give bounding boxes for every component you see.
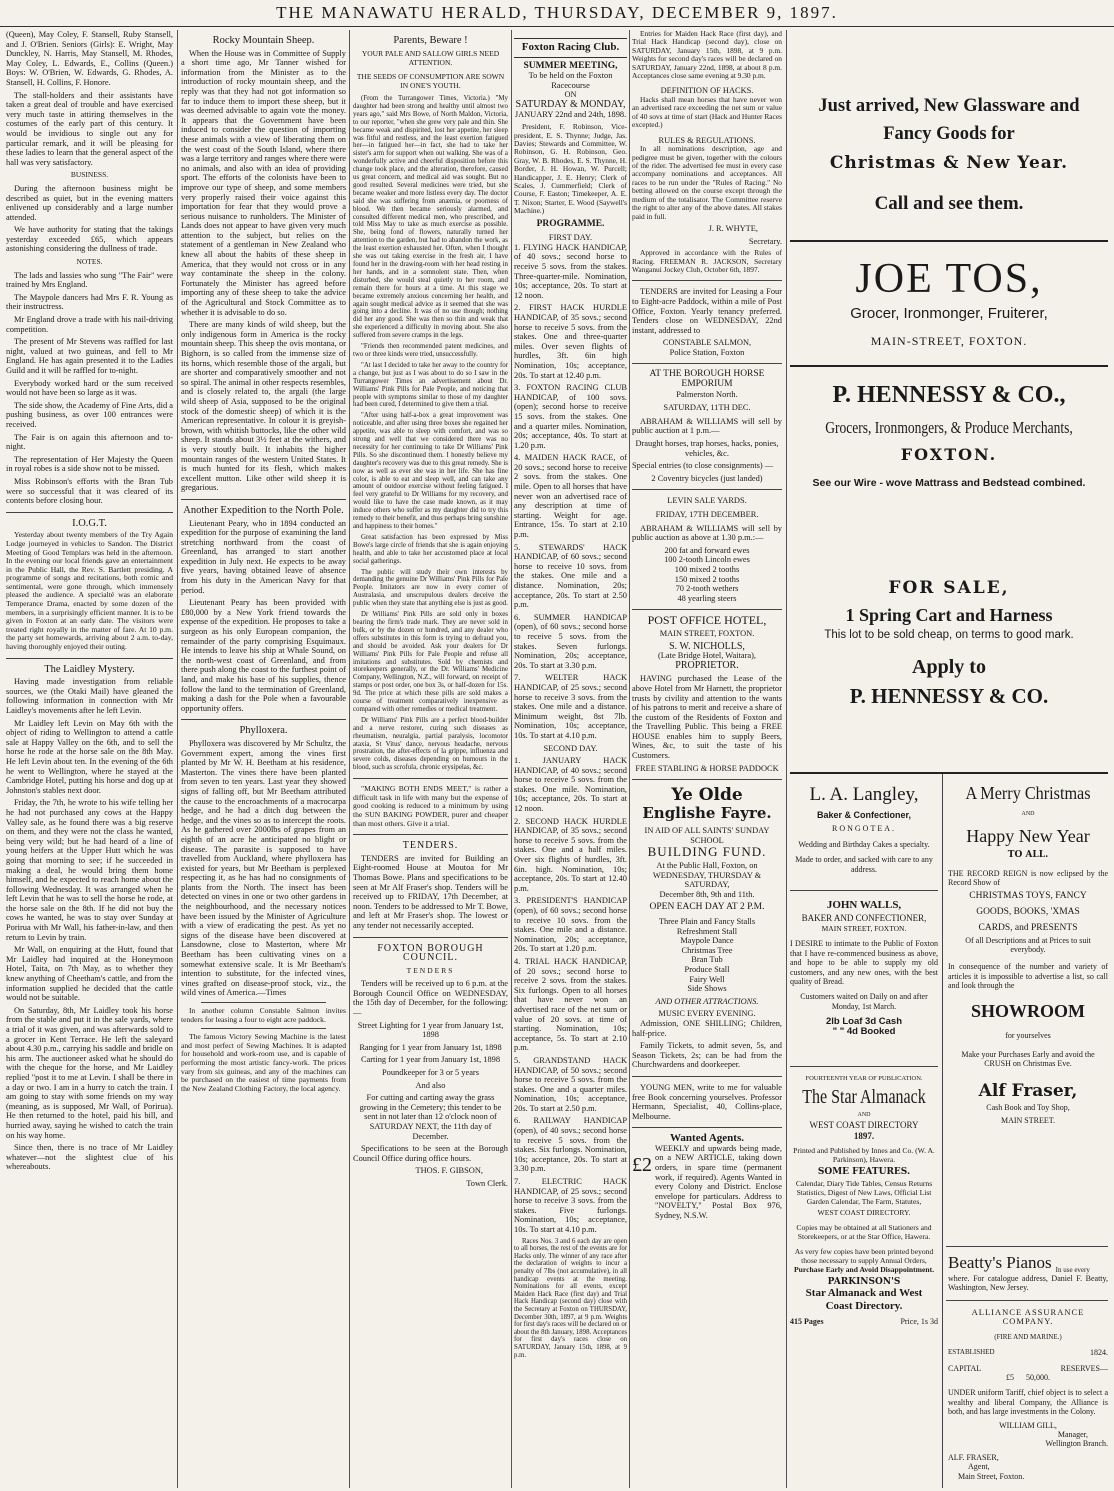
ad-heading: DEFINITION OF HACKS. — [660, 86, 754, 96]
day-heading: SECOND DAY. — [543, 743, 598, 753]
race-item: 5. GRANDSTAND HACK HANDICAP, of 50 sovs.; second horse to receive 5 sovs. from the stakes. One and a quarter miles. Nomination, 10s; acceptance, 20s. To start at 2.50 p.m. — [514, 1055, 627, 1113]
article-text: (From the Turrangower Times, Victoria.) "My daughter had been strong and healthy until almost two years ago," said Mrs Bowe, of North Maldon, Victoria, to our reporter, "when she grew very pale and thin. She became weak and dispirited, lost her appetite, her sleep was fitful and restless, and the least exertion fatigued her—in fatigued her—in fact, she had to take her sister's arm for support when out walking. She was of a wonderfully active and cheerful disposition before this change took place, and the alteration, therefore, caused us great concern, and medical aid was sought. But no good resulted. Several medicines were tried, but she became weaker and more listless every day. The doctor said she was suffering from anæmia, or poorness of blood. We then became seriously alarmed, and consulted different medical men, who prescribed, and told Miss May to take as much exercise as possible. She, being fond of flowers, naturally turned her attention to the garden, but had to abandon the work, as the least exertion exhausted her. Often, when I thought she was out taking exercise in the fresh air, I have found her in the drawing-room with her head resting in her hands, and in a somnolent state. Then, when disturbed, she would steal quietly to her room, and remain there for hours at a time. At this stage we became extremely anxious concerning her health, and again sought medical advice as it seemed that she was going into a decline. It was of no use though; nothing did her any good. She was then so thin and weak that she experienced a difficulty in moving about. She also suffered from severe cramps in the legs. — [353, 94, 508, 340]
list-item: Side Shows — [687, 984, 727, 994]
ad-text: IN AID OF ALL SAINTS' SUNDAY SCHOOL — [644, 826, 770, 845]
ad-text: THE RECORD REIGN is now eclipsed by the Record Show of — [948, 868, 1108, 888]
signature: THOS. F. GIBSON, — [415, 1166, 483, 1176]
ad-contact: Police Station, Foxton — [669, 347, 745, 357]
race-notes: Races Nos. 3 and 6 each day are open to all horses, the rest of the events are for Hacks only. The winner of any race after the declaration of weights to incur a penalty of 7lbs (not accumulative), in all handicap events at the meeting. Nominations for all events, except Maiden Hack Race (first day) and Trial Hack Handicap (second day) close with the Secretary at Foxton on THURSDAY, December 30th, 1897, at 9 p.m. Weights for first day's races will be declared on or about the 8th January, 1898. Acceptances for first day's races close on SATURDAY, January 15th, 1898, at 9 p.m. — [514, 1237, 627, 1359]
ad-text: This lot to be sold cheap, on terms to good mark. — [824, 629, 1074, 641]
ad-text: RONGOTEA. — [832, 824, 896, 833]
ad-heading: Christmas & New Year. — [829, 153, 1069, 173]
race-item: 6. RAILWAY HANDICAP (open), of 40 sovs.; second horse to receive 5 sovs. from the stakes. Six furlongs. Nomination, 10s; acceptance, 20s. To start at 3.30 p.m. — [514, 1116, 627, 1174]
notice-heading: TENDERS. — [402, 840, 459, 852]
ad-text: UNDER uniform Tariff, chief object is to select a wealthy and liberal Company, the Alliance is both, and has large investments in the Colony. — [948, 1388, 1108, 1417]
joe-tos-ad — [790, 255, 1108, 351]
price-row — [790, 1317, 938, 1326]
ad-text: Special entries (to close consignments) — — [632, 461, 774, 471]
ad-text: OPEN EACH DAY AT 2 P.M. — [649, 902, 765, 913]
ad-text: CAPITAL — [948, 1363, 982, 1373]
advertorial-body — [353, 95, 508, 772]
ad-text: 1824. — [1090, 1348, 1108, 1358]
column-5 — [632, 30, 782, 1488]
ad-text: Main Street, Foxton. — [958, 1471, 1025, 1481]
ad-heading: P. HENNESSY & CO., — [832, 382, 1066, 408]
ad-heading: A Merry Christmas — [965, 783, 1091, 803]
race-item: 4. MAIDEN HACK RACE, of 20 sovs.; second horse to receive 2 sovs. from the stakes. One mile. Open to all horses that have never won an advertised race of any description at time of starting. Weight for age. Entrance, 15s. To start at 2.10 p.m. — [514, 453, 627, 540]
ad-heading: ALLIANCE ASSURANCE COMPANY. — [971, 1307, 1085, 1327]
race-item: 4. TRIAL HACK HANDICAP, of 20 sovs.; second horse to receive 2 sovs. from the stakes. Six furlongs. Open to all horses that have never won an advertised race of the net sum or value of 20 sovs. at time of starting. Nomination, 10s; acceptance, 5s. To start at 2.10 p.m. — [514, 956, 627, 1053]
officials-text: President, F. Robinson, Vice-president, E. S. Thynne; Judge, Jas. Davies; Stewards and Committee, W. Robinson, G. H. Robinson, Geo. Gray, W. B. Rhodes, E. S. Thynne, H. Border, J. H. Howan, W. Purcell; Handicapper, J. E. Henry; Clerk of Scales, J. Cummerfield; Clerk of Course, F. Easton; Timekeeper, A. E. T. Nixon; Starter, E. Wood (Saywell's Machine.) — [514, 122, 627, 216]
race-item: 6. SUMMER HANDICAP (open), of 60 sovs.; second horse to receive 5 sovs. from the stakes. Seven furlongs. Nomination, 20s; acceptance, 20s. To start at 3.30 p.m. — [514, 612, 627, 670]
ad-text: AND OTHER ATTRACTIONS. — [655, 996, 759, 1006]
list-item: Bran Tub — [691, 955, 723, 965]
agents-amount: £2 — [632, 1153, 652, 1176]
ad-text: I DESIRE to intimate to the Public of Foxton that I have re-commenced business as above, and hope to be able to supply my old customers, and any new ones, with the best quality of Bread. — [790, 939, 938, 987]
sub-heading: YOUR PALE AND SALLOW GIRLS NEED ATTENTION. — [361, 48, 500, 68]
fayre-title: Ye Olde — [671, 785, 743, 806]
race-dates: JANUARY 22nd and 24th, 1898. — [514, 109, 627, 119]
ad-text: TO ALL. — [1007, 850, 1049, 861]
ad-text: In consequence of the number and variety of articles it is impossible to advertise a list, so call and look through the — [948, 962, 1108, 991]
ad-heading: FOR SALE, — [888, 578, 1010, 598]
ad-text: S. W. NICHOLLS, — [669, 640, 745, 652]
article-heading: I.O.G.T. — [72, 517, 107, 529]
day-heading: FIRST DAY. — [548, 233, 593, 243]
ad-text: WEST COAST DIRECTORY — [809, 1120, 919, 1130]
ad-text: FOXTON. — [900, 445, 998, 464]
note-item: Miss Robinson's efforts with the Bran Tub were so successful that it was cleared of its contents before closing hour. — [6, 476, 173, 506]
column-1 — [6, 30, 173, 1488]
column-rule — [629, 30, 630, 1488]
ad-text: FOURTEENTH YEAR OF PUBLICATION. — [805, 1075, 923, 1082]
divider — [6, 658, 173, 659]
notice-text: Specifications to be seen at the Borough Council Office during office hours. — [353, 1144, 508, 1163]
divider — [181, 719, 346, 720]
article-text: Lieutenant Peary has been provided with £80,000 by a New York friend towards the expense of the expedition. He proposes to take a surgeon as his only European companion, the remainder of the party comprising Esquimaux. He intends to leave his ship at Whale Sound, on the north-west coast of Greenland, and from there push along the coast to the furthest point of land, and make his base of his supplies, thence follow the land to the termination of Greenland, making a dash for the Pole when a favourable opportunity offers. — [181, 598, 346, 713]
column-rule — [786, 30, 787, 1488]
divider — [790, 772, 1108, 774]
established-row — [948, 1348, 1108, 1357]
ad-text: AND — [857, 1112, 871, 1118]
ad-heading: POST OFFICE HOTEL, — [647, 613, 767, 628]
race-item: 3. PRESIDENT'S HANDICAP (open), of 60 sovs.; second horse to receive 10 sovs. from the stakes. One mile and a distance. Nomination, 20s; acceptance, 20s. To start at 1.20 p.m. — [514, 896, 627, 954]
ad-text: " " 4d Booked — [832, 1025, 896, 1037]
list-item: 70 2-tooth wethers — [675, 584, 739, 594]
article-text: There are many kinds of wild sheep, but the only indigenous form in America is the rocky mountain sheep. This sheep the ovis montana, or Bighorn, is so called from the immense size of its horns, which resemble those of the argali, but are shorter and comparatively smoother and not so spiral. The animal in other respects resembles, and is closely related to, the argali (the large wild sheep of Asia, supposed to be the original stock of the domestic sheep) of which it is the American representative. In colour it is greyish-brown, with whitish buttocks, like the other wild sheep. It stands about 3½ feet at the withers, and is very stoutly built. It inhabits the higher mountain ranges of the western United States. It is much hunted for its flesh, which makes excellent mutton. Like other wild sheep it is gregarious. — [181, 320, 346, 493]
ad-text: where. For catalogue address, Daniel F. Beatty, Washington, New Jersey. — [948, 1274, 1108, 1293]
ad-text: In use every — [1055, 1266, 1090, 1274]
ad-text: See our Wire - wove Mattrass and Bedstead combined. — [812, 477, 1086, 489]
divider — [946, 1300, 1108, 1301]
ad-text: Purchase Early and Avoid Disappointment. — [793, 1265, 934, 1274]
ad-text: 2lb Loaf 3d Cash — [825, 1016, 902, 1028]
ad-heading: LEVIN SALE YARDS. — [667, 496, 747, 506]
alliance-ad — [948, 1308, 1108, 1481]
race-list — [514, 243, 627, 741]
ad-text: 1897. — [853, 1131, 875, 1141]
note-item: The present of Mr Stevens was raffled for last night, valued at two guineas, and fell to Mr England. He has again presented it to the Ladies Guild and it will be raffled for to-night. — [6, 337, 173, 375]
note-item: The Maypole dancers had Mrs F. R. Young as their instructress. — [6, 292, 173, 312]
ad-text: WILLIAM GILL, — [999, 1420, 1057, 1430]
article-text: The stall-holders and their assistants have taken a great deal of trouble and have exercised very much taste in attiring themselves in the costumes of the early part of this century. It would be invidious to single out any for particular remark, and it will be pleasing for these ladies to learn that the general aspect of the hall was very satisfactory. — [6, 90, 173, 167]
ad-text: Calendar, Diary Tide Tables, Census Returns Statistics, Digest of New Laws, Official List Garden Calendar, The Farm, Statutes, — [795, 1179, 933, 1206]
ad-text: Admission, ONE SHILLING; Children, half-price. — [632, 1018, 782, 1038]
article-text: During the afternoon business might be described as quiet, but in the evening matters enlivened up considerably and a large number attended. — [6, 183, 173, 222]
ad-text: WEST COAST DIRECTORY. — [817, 1208, 911, 1217]
divider — [353, 834, 508, 835]
signature: Secretary. — [748, 236, 782, 246]
race-list — [514, 756, 627, 1235]
ad-text: As very few copies have been printed beyond those necessary to supply Annual Orders, — [794, 1247, 934, 1265]
list-item: Christmas Tree — [681, 945, 733, 955]
divider — [632, 609, 782, 610]
ad-date: FRIDAY, 17TH DECEMBER. — [655, 510, 759, 519]
beatty-header — [948, 1252, 1108, 1274]
signature: J. R. WHYTE, — [708, 223, 758, 233]
article-text: "Friends then recommended patent medicines, and two or three kinds were tried, unsuccessfully. — [353, 343, 508, 358]
ad-heading: Alf Fraser, — [978, 1080, 1078, 1101]
ad-text: ON — [564, 90, 577, 100]
ad-text: Draught horses, trap horses, hacks, ponies, vehicles, &c. — [635, 439, 779, 458]
race-item: 5. STEWARDS' HACK HANDICAP, of 60 sovs.; second horse to receive 10 sovs. from the stakes. One mile and a distance. Nomination, 20s; acceptance, 20s. To start at 2.50 p.m. — [514, 542, 627, 610]
list-item: Fairy Well — [689, 974, 725, 984]
ad-text: MAIN-STREET, FOXTON. — [870, 334, 1028, 348]
divider — [201, 1002, 326, 1003]
ad-heading: Fancy Goods for — [883, 124, 1015, 144]
list-item: 48 yearling steers — [677, 593, 737, 603]
race-item: 2. FIRST HACK HURDLE HANDICAP, of 35 sovs.; second horse to receive 5 sovs. from the stakes. One and three-quarter miles. Over seven flights of hurdles, 3ft. 6in high Nomination, 10s; acceptance, 20s. To start at 12.40 p.m. — [514, 303, 627, 380]
ad-text: Palmerston North. — [676, 389, 738, 399]
ad-text: for yourselves — [1005, 1030, 1051, 1040]
article-text: Mr Wall, on enquiring at the Hutt, found that Mr Laidley had inquired at the Honeymoon Hotel, Taita, on 7th May, as to whether they knew anything of Cheetham's cattle, and from the information supplied he decided that the cattle would not be suitable. — [6, 945, 173, 1003]
ad-text: MAIN STREET, FOXTON. — [659, 628, 755, 638]
ad-text: Wellington Branch. — [1045, 1439, 1108, 1449]
ad-heading: Wanted Agents. — [670, 1132, 744, 1145]
article-heading: Parents, Beware ! — [393, 35, 468, 46]
column-rule — [177, 30, 178, 1488]
notice-text: The famous Victory Sewing Machine is the latest and most perfect of Sewing Machines. It is adapted for household and work-room use, and is capable of performing the most artistic fancy-work. The prices vary from six guineas, and any of the machines can be purchased on the easiest of time payments from the New Zealand Clothing Factory, the local agency. — [181, 1032, 346, 1093]
race-item: 7. WELTER HACK HANDICAP, of 25 sovs.; second horse to receive 3 sovs. from the stakes. One mile and a distance. Minimum weight, 8st 7lb. Nomination, 10s; acceptance, 10s. To start at 4.10 p.m. — [514, 673, 627, 740]
divider — [790, 365, 1108, 367]
ad-heading: Beatty's Pianos — [948, 1253, 1052, 1272]
column-rule — [511, 30, 512, 1488]
ad-text: Hacks shall mean horses that have never won an advertised race exceeding the net sum or value of 40 sovs at time of start (Hack and Hunter Races excepted.) — [632, 95, 782, 130]
article-heading: Rocky Mountain Sheep. — [212, 35, 315, 46]
article-text: (Queen), May Coley, F. Stansell, Ruby Stansell, and J. O'Brien. Seniors (Girls): E. Wright, May Dunckley, N. Harris, May Stansell, M. Rhodes, May Coley, L. Edwards, E., Collins (Queen.) Boys: W. O'Brien, W. Edwards, G. Rhodes, A. Stansell, H. Collins, F. Honore. — [6, 30, 173, 87]
beatty-ad — [948, 1252, 1108, 1293]
ad-heading: Foxton Racing Club. — [521, 41, 620, 53]
list-item: For cutting and carting away the grass growing in the Cemetery; this tender to be sent in not later than 12 o'clock noon of SATURDAY NEXT, the 11th day of December. — [359, 1093, 502, 1141]
ad-text: (FIRE AND MARINE.) — [994, 1332, 1062, 1341]
divider — [946, 1246, 1108, 1247]
section-heading: NOTES. — [76, 257, 103, 267]
ad-text: Entries for Maiden Hack Race (first day), and Trial Hack Handicap (second day), close on SATURDAY, January 15th, 1898, at 9 p.m. Weights for second day's races will be declared on SATURDAY, January 22nd, 1898, at about 8 p.m. Acceptances close same evening at 9.30 p.m. — [632, 30, 782, 81]
ad-date: SATURDAY, 11TH DEC. — [663, 403, 751, 413]
column-rule — [942, 774, 943, 1488]
ad-text: HAVING purchased the Lease of the above Hotel from Mr Harnett, the proprietor trusts by civility and attention to the wants of his patrons to merit and receive a share of the custom of the Residents of Foxton and the Travelling Public. This being a FREE HOUSE enables him to supply Beers, Wines, &c, to suit the taste of his Customers. — [632, 674, 782, 761]
list-item: Poundkeeper for 3 or 5 years — [382, 1068, 479, 1078]
ad-heading: The Star Almanack — [802, 1086, 926, 1108]
ad-text: Customers waited on Daily on and after Monday, 1st March. — [800, 992, 928, 1011]
divider — [632, 363, 782, 364]
note-item: The lads and lassies who sung "The Fair" were trained by Mrs England. — [6, 270, 173, 290]
ad-text: CHRISTMAS TOYS, FANCY — [969, 890, 1087, 901]
ad-contact: CONSTABLE SALMON, — [662, 338, 752, 348]
divider — [632, 1127, 782, 1128]
advert-panel — [790, 30, 1108, 1488]
ad-text: SOME FEATURES. — [817, 1167, 911, 1177]
fayre-title: Englishe Fayre. — [642, 804, 772, 823]
note-item: Mr England drove a trade with his nail-driving competition. — [6, 315, 173, 334]
list-item: Street Lighting for 1 year from January 1st, 1898 — [357, 1020, 504, 1040]
star-almanack-ad — [790, 1074, 938, 1326]
ad-text: FREE STABLING & HORSE PADDOCK — [635, 763, 779, 773]
ad-text: PARKINSON'S — [827, 1277, 901, 1287]
ad-text: (Late Bridge Hotel, Waitara), — [658, 651, 756, 661]
article-text: On Saturday, 8th, Mr Laidley took his horse from the stable and put it in the sale yards, where a trial of it was given, and was afterwards sold to a grocer in Kent Terrace. He left the saleyard about 4.30 p.m., carrying his saddle and bridle on his arm. The auctioneer asked what he should do with the cheque for the horse, and Mr Laidley replied "post it to me at Levin. I shall be there in a day or two. I am in a hurry to catch the train. I am going to stay with some friends on my way (meaning, as is supposed, Mr Wall, of Porirua). He then returned to the hotel, paid his bill, and hurried away, saying he wished to catch the train on his way home. — [6, 1005, 173, 1140]
race-item: 7. ELECTRIC HACK HANDICAP, of 25 sovs.; second horse to receive 3 sovs. from the stakes. Five furlongs. Nomination, 10s; acceptance, 10s. To start at 4.10 p.m. — [514, 1177, 627, 1234]
article-text: We have authority for stating that the takings yesterday exceeded £65, which appears astonishing considering the dullness of trade. — [6, 225, 173, 254]
divider — [632, 280, 782, 281]
ad-text: ABRAHAM & WILLIAMS will sell by public auction as above at 1.30 p.m.:— — [632, 523, 782, 543]
ad-text: ESTABLISHED — [948, 1348, 995, 1357]
note-item: The side show, the Academy of Fine Arts, did a pushing business, as over 100 entrances were received. — [6, 400, 173, 429]
ad-text: Wedding and Birthday Cakes a specialty. — [798, 840, 930, 849]
list-item: Three Plain and Fancy Stalls — [658, 917, 756, 926]
ad-text: December 8th, 9th and 11th. — [659, 889, 755, 899]
ad-text: WEEKLY and upwards being made, on a NEW ARTICLE, taking down orders, in spare time (permanent work, if required). Agents Wanted in every Colony and District. Enclose envelope for particulars. Address to "NOVELTY," Postal Box 976, Sydney, N.S.W. — [655, 1143, 782, 1221]
race-item: 1. JANUARY HACK HANDICAP, of 40 sovs.; second horse to receive 5 sovs. from the stakes. One mile. Nomination, 10s; acceptance, 20s. To start at 12 noon. — [514, 756, 627, 814]
ad-text: £5 — [1006, 1373, 1014, 1383]
ad-text: Make your Purchases Early and avoid the CRUSH on Christmas Eve. — [961, 1050, 1095, 1069]
article-text: Lieutenant Peary, who in 1894 conducted an expedition for the purpose of examining the land stretching northward from the coast of Greenland, has arranged to start another expedition in July next. He expects to be away five years, having obtained leave of absence from his duty in the American Navy for that period. — [181, 518, 346, 595]
article-text: Dr Williams' Pink Pills are a perfect blood-builder and a nerve restorer, curing such diseases as rheumatism, neuralgia, partial paralysis, locomotor ataxia, St Vitus' dance, nervous headache, nervous prostration, the after-effects of la grippe, influenza and severe colds, diseases depending on humours in the blood, such as scrofula, chronic erysipelas, &c. — [353, 716, 508, 772]
ad-text: To be held on the Foxton Racecourse — [528, 71, 613, 90]
notice-heading: FOXTON BOROUGH COUNCIL. — [377, 942, 484, 964]
divider — [201, 1028, 326, 1029]
section-heading: BUSINESS. — [70, 170, 109, 180]
note-item: The Fair is on again this afternoon and to-night. — [6, 432, 173, 452]
race-item: 3. FOXTON RACING CLUB HANDICAP, of 100 sovs. (open); second horse to receive 15 sovs. from the stakes. One and a quarter miles. Nomination, 20s; acceptance, 40s. To start at 1.20 p.m. — [514, 383, 627, 450]
divider — [353, 778, 508, 779]
list-item: And also — [415, 1080, 446, 1090]
divider — [353, 937, 508, 938]
ad-text: AND — [1021, 811, 1035, 817]
ad-heading: BUILDING FUND. — [647, 844, 767, 860]
ad-text: In all nominations description, age and pedigree must be given, together with the colours of the rider. The advertised fee must in every case accompany nominations and acceptances. All races to be run under the "Rules of Racing." No betting allowed on the course except through the medium of the totalisator. The Committee reserve the right to alter any of the above dates. All stakes paid in full. — [632, 144, 782, 221]
page-count: 415 Pages — [790, 1317, 824, 1326]
divider — [790, 240, 1108, 242]
price: Price, 1s 3d — [900, 1317, 938, 1326]
article-text: Friday, the 7th, he wrote to his wife telling her he had not purchased any cows at the Happy Valley sale, as he found there was a big reserve on them, and they were not the class he wanted, being very wild; but he had heard of a line of young heifers at the Upper Hutt which he was going that morning to see; if he succeeded in making a deal, he would bring them home himself, and he expected to reach home about the following Wednesday. It was arranged when he left Levin that he was to sell the horse he rode, at the horse sale on the 8th. If he did not buy the cows he wanted, he was to stay over Sunday at Porirua with Mr Wall, his father-in-law, and then return to Levin by train. — [6, 798, 173, 942]
ad-text: Copies may be obtained at all Stationers and Storekeepers, or at the Star Office, Hawera. — [796, 1223, 932, 1241]
divider — [6, 512, 173, 513]
programme-heading: PROGRAMME. — [536, 218, 605, 229]
notice-text: In another column Constable Salmon invites tenders for leasing a four to eight acre paddock. — [181, 1006, 346, 1024]
race-item: 1. FLYING HACK HANDICAP, of 40 sovs.; second horse to receive 5 sovs. from the stakes. Three-quarter-mile. Nomination, 10s; acceptance, 20s. To start at 12 noon. — [514, 242, 627, 300]
race-item: 2. SECOND HACK HURDLE HANDICAP, of 35 sovs.; second horse to receive 5 sovs. from the stakes. One and a half miles. Over six flights of hurdles, 3ft. 6in. high. Nomination, 10s; acceptance, 20s. To start at 12.40 p.m. — [514, 816, 627, 893]
list-item: Maypole Dance — [680, 936, 734, 946]
merry-christmas-ad — [948, 782, 1108, 1126]
capital-row — [948, 1364, 1108, 1373]
walls-ad — [790, 898, 938, 1036]
divider — [790, 890, 938, 891]
ad-text: Of all Descriptions and at Prices to suit everybody. — [965, 935, 1091, 955]
ad-text: Agent, — [968, 1462, 990, 1472]
ad-text: GOODS, BOOKS, 'XMAS — [976, 906, 1080, 917]
list-item: Refreshment Stall — [676, 926, 738, 936]
ad-heading: Apply to — [912, 656, 986, 678]
ad-text: At the Public Hall, Foxton, on — [656, 861, 758, 871]
ad-text: MAIN STREET, FOXTON. — [821, 924, 907, 933]
ad-text: Made to order, and sacked with care to any address. — [795, 855, 933, 874]
article-text: "At last I decided to take her away to the country for a change, but just as I was about to do so I saw in the Turrangower Times an advertisement about Dr. Williams' Pink Pills for Pale People, and noticing that people with symptoms similar to those of my daughter had been cured, I determined to give them a trial. — [353, 361, 508, 409]
article-text: Mr Laidley left Levin on May 6th with the object of riding to Wellington to attend a cattle sale at Happy Valley on the 6th, and to sell the horse he rode at the horse sale on the 8th May. He left Levin about ten. In the evening of the 6th he went to Wellington, where he stayed at the Cambridge Hotel, putting his horse and dog up at Johnston's stables next door. — [6, 718, 173, 795]
ad-heading: RULES & REGULATIONS. — [658, 135, 756, 145]
ad-text: RESERVES— — [1060, 1363, 1108, 1373]
ad-text: Cash Book and Toy Shop, — [986, 1102, 1070, 1112]
article-text: The public will study their own interests by demanding the genuine Dr Williams' Pink Pills for Pale People. Imitators are now in every corner of Australasia, and unscrupulous dealers deceive the public when they state that anything else is just as good. — [353, 568, 508, 608]
masthead-title: THE MANAWATU HERALD, THURSDAY, DECEMBER 9, 1897. — [276, 3, 838, 22]
list-item: 100 2-tooth Lincoln ewes — [664, 555, 750, 565]
column-2 — [181, 30, 346, 1488]
agents-ad — [632, 1144, 782, 1224]
sub-heading: TENDERS — [406, 965, 455, 975]
ad-text: Manager, — [1057, 1430, 1088, 1440]
ad-heading: 1 Spring Cart and Harness — [845, 605, 1053, 625]
list-item: 150 mixed 2 tooths — [674, 574, 740, 584]
ad-heading: Happy New Year — [966, 826, 1090, 847]
ad-text: Family Tickets, to admit seven, 5s, and Season Tickets, 2s; can be had from the Churchwardens and doorkeeper. — [632, 1041, 782, 1070]
ad-heading: JOHN WALLS, — [826, 899, 902, 911]
ad-text: Star Almanack and West — [805, 1287, 923, 1299]
divider — [632, 1076, 782, 1077]
ad-heading: Just arrived, New Glassware and — [818, 96, 1080, 116]
ad-text: PROPRIETOR. — [675, 659, 739, 671]
column-4 — [514, 30, 627, 1488]
ad-text: BAKER AND CONFECTIONER, — [801, 913, 927, 923]
ad-text: MAIN STREET. — [1000, 1116, 1056, 1126]
ad-heading: AT THE BOROUGH HORSE EMPORIUM — [649, 369, 765, 390]
sub-heading: THE SEEDS OF CONSUMPTION ARE SOWN IN ONE'S YOUTH. — [356, 71, 505, 91]
article-text: "After using half-a-box a great improvement was noticeable, and after using three boxes she regained her appetite, was able to sleep with comfort, and was so strong and well that we considered there was no necessity for her continuing to take Dr Williams' Pink Pills. So she discontinued them. I honestly believe my daughter's recovery was due to this great remedy. She is now as well as ever she was in her life. She has fine color, is able to eat and sleep well, and can take any amount of outdoor exercise without feeling fatigued. I feel very grateful to Dr Williams for my recovery, and would like to have the case made known, as it may induce others who suffer as my daughter did to try this remedy to their benefit, and thus perhaps bring sunshine and happiness to their homes." — [353, 412, 508, 530]
ad-text: MUSIC EVERY EVENING. — [658, 1009, 756, 1019]
ad-text: Printed and Published by Innes and Co. (W. A. Parkinson), Hawera. — [793, 1146, 935, 1164]
article-heading: Phylloxera. — [239, 725, 288, 737]
ad-heading: L. A. Langley, — [809, 784, 919, 805]
note-item: The representation of Her Majesty the Queen in royal robes is a side show not to be missed. — [6, 454, 173, 474]
racing-club-ad — [514, 38, 627, 58]
notice-text: "MAKING BOTH ENDS MEET," is rather a difficult task in life with many but the expense of good cooking is reduced to a minimum by using the SUN BAKING POWDER, purer and cheaper than most others. Give it a trial. — [353, 784, 508, 828]
ad-text: ABRAHAM & WILLIAMS will sell by public auction at 1 p.m.— — [632, 416, 782, 436]
ad-subheading: SUMMER MEETING, — [523, 60, 618, 71]
article-heading: The Laidley Mystery. — [44, 663, 135, 675]
list-item: 200 fat and forward ewes — [664, 545, 750, 555]
divider — [632, 779, 782, 780]
signature: Town Clerk. — [466, 1178, 508, 1188]
list-item: Produce Stall — [684, 964, 730, 974]
race-dates: SATURDAY & MONDAY, — [515, 98, 626, 110]
notice-text: Tenders will be received up to 6 p.m. at the Borough Council Office on WEDNESDAY, the 15th day of December, for the following:— — [353, 979, 508, 1018]
ad-heading: P. HENNESSY & CO. — [849, 684, 1049, 708]
article-text: Phylloxera was discovered by Mr Schultz, the Government expert, among the vines first planted by Mr W. H. Beetham at his residence, Masterton. The vines there have been planted from seven to ten years. Last year they showed signs of falling off, but Mr Beetham attributed the cause to the encroachments of a macrocarpa hedge, and he had a ditch dug between the hedge, and the vines so as to intercept the roots. As he gathered over 2000lbs of grapes from an eighth of an acre he anticipated no blight or disease. The parasite is supposed to have travelled from Auckland, where phylloxera has existed for years, but Mr Beetham is perplexed respecting it, as he has had no consignments of plants from the North. The insect has been detected on vines in one or two other gardens in the neighbourhood, and the necessary notices have been issued by the Minister of Agriculture with a view of eradicating the pest. As yet no signs of the disease have been discovered at Lansdowne, close to Masterton, where Mr Beetham has been cultivating vines on a somewhat extensive scale. It is Mr Beetham's intention to substitute, for the infected vines, vines grafted on disease-proof stock, viz., the wild vines of America.—Times — [181, 738, 346, 998]
ad-text: Approved in accordance with the Rules of Racing. FREEMAN R. JACKSON, Secretary Wanganui Jockey Club, October 6th, 1897. — [632, 248, 782, 274]
divider — [632, 489, 782, 490]
column-3 — [353, 30, 508, 1488]
ad-text: Baker & Confectioner, — [816, 810, 912, 820]
ad-text: CARDS, and PRESENTS — [978, 922, 1078, 933]
article-text: Since then, there is no trace of Mr Laidley whatever—not the slightest clue of his whereabouts. — [6, 1143, 173, 1172]
ad-text: Grocers, Ironmongers, & Produce Merchants, — [825, 418, 1073, 437]
ad-text: Coast Directory. — [825, 1300, 903, 1312]
langley-ad — [790, 782, 938, 874]
divider — [181, 499, 346, 500]
ad-text: ALF. FRASER, — [948, 1452, 999, 1462]
ad-text: YOUNG MEN, write to me for valuable free Book concerning yourselves. Professor Hermann, Specialist, 40, Collins-place, Melbourne. — [632, 1082, 782, 1121]
article-text: Yesterday about twenty members of the Try Again Lodge journeyed in vehicles to Sandon. The District Meeting of Good Templars was held in the afternoon. In the evening our local friends gave an entertainment in the Public Hall, the Rev. S. Bartlett presiding. A programme of songs and recitations, both comic and sentimental, were gone through, which immensely pleased the audience. A specialté was an elaborate Temperance Drama, enacted by some dozen of the members, in a surprisingly efficient manner. It is to be given in Foxton at an early date. The visitors were treated right royally in the matter of fare. At 10 p.m. the party set homewards, arriving about 2 a.m. to-day, having thoroughly enjoyed their outing. — [6, 530, 173, 652]
article-text: Having made investigation from reliable sources, we (the Otaki Mail) have gleaned the following information in connection with Mr Laidley's movements after he left Levin. — [6, 677, 173, 715]
article-heading: Another Expedition to the North Pole. — [183, 504, 344, 516]
amount-row — [948, 1373, 1108, 1382]
article-text: Great satisfaction has been expressed by Miss Bowe's large circle of friends that she is again enjoying health, and able to take her accustomed place at local social gatherings. — [353, 533, 508, 565]
hennessy-ad — [790, 375, 1108, 490]
article-text: Dr Williams' Pink Pills are sold only in boxes bearing the firm's trade mark. They are never sold in bulk, or by the dozen or hundred, and any dealer who offers substitutes in this form is trying to defraud you, and should be avoided. Ask your dealers for Dr Williams' Pink Pills for Pale People and refuse all imitations and substitutes. Sold by chemists and storekeepers generally, or the Dr. Williams' Medicine Company, Wellington, N.Z., will forward, on receipt of stamps or post order, one box 3s, or half-dozen for 15s. 9d. The price at which these pills are sold makes a course of treatment comparatively inexpensive as compared with other remedies or medical treatment. — [353, 611, 508, 713]
ad-text: 50,000. — [1026, 1373, 1050, 1383]
ad-heading: Call and see them. — [874, 193, 1024, 214]
column-rule — [349, 30, 350, 1488]
ad-heading: SHOWROOM — [970, 1000, 1085, 1021]
list-item: Carting for 1 year from January 1st, 1898 — [360, 1055, 501, 1065]
ad-text: Grocer, Ironmonger, Fruiterer, — [850, 305, 1048, 322]
list-item: 100 mixed 2 tooths — [674, 564, 740, 574]
article-text: When the House was in Committee of Supply a short time ago, Mr Tanner wished for information from the Minister as to the introduction of rocky mountain sheep, and the reply was that they had not got information so far to induce them to import these sheep, but it was deemed advisable to again vote the money. It appears that the Government have been induced to consider the question of importing these animals with a view of liberating them on the west coast of the South Island, where there was a large territory and ranges where there were no animals, and also with an idea of providing sport. The efforts of the colonists have been to improve our type of sheep, and some members very properly raised their voice against this importation for fear that they would prove a serious nuisance to runholders. The Minister of Lands does not appear to have given very much attention to the subject, but relies on the statement of a gentleman in New Zealand who knew all about the habits of these sheep in America, that they would not cross or in any way contaminate the sheep in the colony. Fortunately the Minister has agreed before importing any of these sheep to take the advice of the Agricultural and Stock Committee as to whether it is advisable to do so. — [181, 48, 346, 317]
ad-heading: JOE TOS, — [855, 256, 1043, 302]
note-item: Everybody worked hard or the sum received would not have been so large as it was. — [6, 378, 173, 398]
masthead — [0, 0, 1114, 27]
notice-text: TENDERS are invited for Building an Eight-roomed House at Moutoa for Mr Thomas Bowe. Plans and specifications to be seen at Mr Alf Fraser's shop. Tenders will be received up to FRIDAY, 17th December, at noon. Tenders to be addressed to Mr T. Bowe, and left at Mr Fraser's shop. The lowest or any tender not necessarily accepted. — [353, 853, 508, 930]
ad-text: WEDNESDAY, THURSDAY & SATURDAY, — [652, 870, 762, 890]
glassware-ad — [790, 92, 1108, 222]
ad-text: 2 Coventry bicycles (just landed) — [651, 473, 763, 483]
list-item: Ranging for 1 year from January 1st, 1898 — [359, 1042, 502, 1052]
divider — [790, 1066, 938, 1067]
ad-text: TENDERS are invited for Leasing a Four to Eight-acre Paddock, within a mile of Post Office, Foxton. Yearly tenancy preferred. Tenders close on WEDNESDAY, 22nd instant, addressed to — [632, 287, 782, 335]
for-sale-ad — [790, 575, 1108, 710]
